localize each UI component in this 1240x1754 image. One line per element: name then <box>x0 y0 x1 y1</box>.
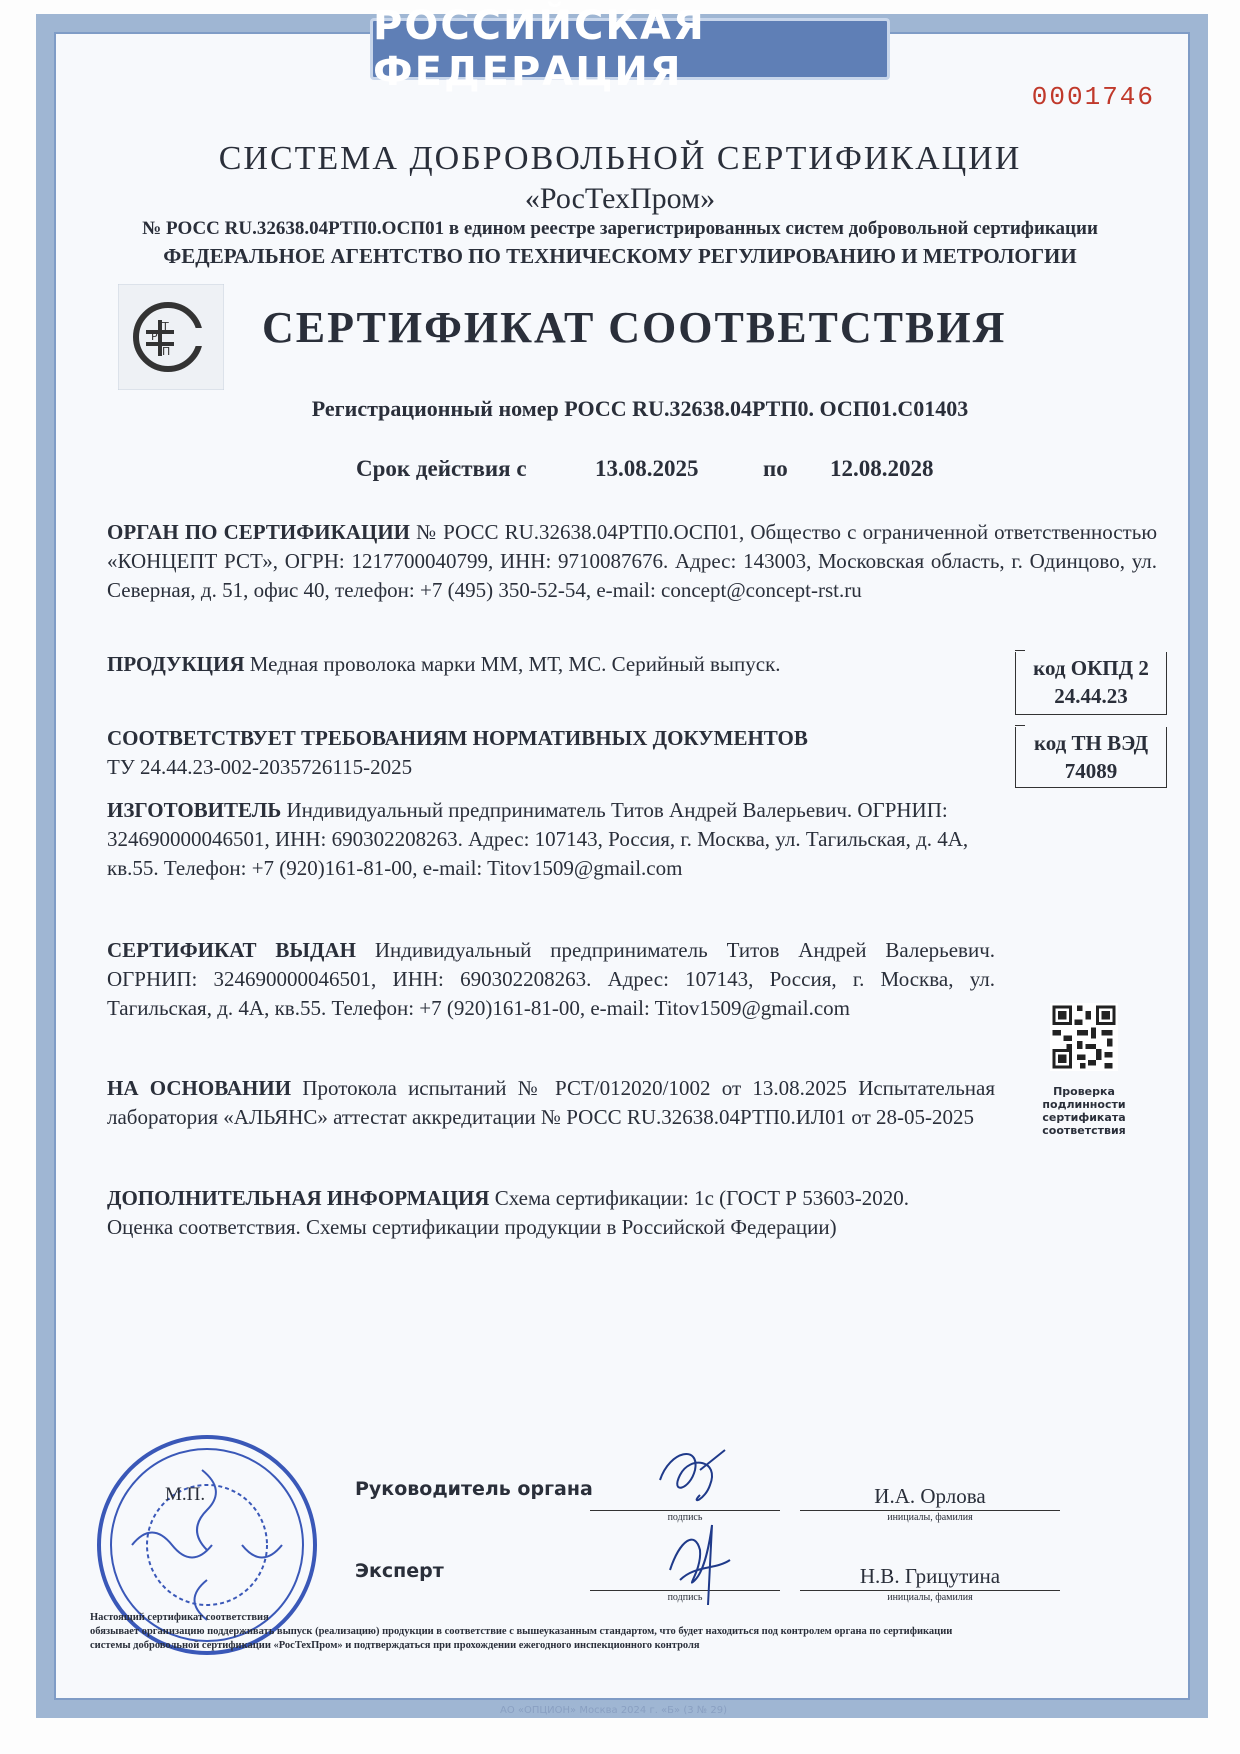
svg-text:П: П <box>162 345 171 358</box>
additional-info-text: Схема сертификации: 1с (ГОСТ Р 53603-2020. Оценка соответствия. Схемы сертификации продукции в Российской Федерации) <box>107 1186 909 1239</box>
expert-name-line <box>800 1590 1060 1591</box>
system-name: «РосТехПром» <box>524 182 716 215</box>
basis-section <box>107 1074 995 1132</box>
qr-code-icon[interactable] <box>1050 1003 1118 1071</box>
okpd-value: 24.44.23 <box>1054 684 1128 708</box>
tnved-code-box <box>1015 727 1167 788</box>
head-signature <box>640 1440 750 1520</box>
conformity-label: СООТВЕТСТВУЕТ ТРЕБОВАНИЯМ НОРМАТИВНЫХ ДОКУМЕНТОВ <box>107 726 808 750</box>
validity-to-label: по <box>763 456 788 481</box>
expert-signature <box>640 1520 750 1610</box>
footer-line-2: обязывает организацию поддерживать выпуск (реализацию) продукции в соответствие с вышеуказанным стандартом, что будет находиться под контролем органа по сертификации <box>90 1626 953 1637</box>
expert-label: Эксперт <box>355 1560 444 1582</box>
issued-to-section <box>107 936 995 1023</box>
rtp-certification-logo-icon <box>118 284 224 390</box>
valid-to: 12.08.2028 <box>830 456 934 481</box>
footer-line-3: системы добровольной сертификации «РосТехПром» и подтверждаться при прохождении ежегодного инспекционного контроля <box>90 1640 700 1651</box>
svg-text:Т: Т <box>162 320 169 333</box>
agency-name: ФЕДЕРАЛЬНОЕ АГЕНТСТВО ПО ТЕХНИЧЕСКОМУ РЕГУЛИРОВАНИЮ И МЕТРОЛОГИИ <box>163 244 1077 268</box>
registration-number: РОСС RU.32638.04РТП0. ОСП01.С01403 <box>564 396 969 421</box>
registration-line <box>140 396 1140 422</box>
okpd-code-box <box>1015 652 1167 715</box>
basis-label: НА ОСНОВАНИИ <box>107 1076 292 1100</box>
qr-caption: Проверка подлинности сертификата соответствия <box>1042 1085 1126 1137</box>
issued-to-label: СЕРТИФИКАТ ВЫДАН <box>107 938 356 962</box>
registration-label: Регистрационный номер <box>311 396 559 421</box>
manufacturer-label: ИЗГОТОВИТЕЛЬ <box>107 798 282 822</box>
mp-mark: М.П. <box>165 1484 206 1505</box>
product-section <box>107 650 987 679</box>
footer-line-1: Настоящий сертификат соответствия <box>90 1612 269 1623</box>
okpd-box-corner <box>1015 650 1025 651</box>
svg-text:Р: Р <box>151 330 158 343</box>
tnved-label: код ТН ВЭД <box>1033 731 1149 755</box>
certification-body-label: ОРГАН ПО СЕРТИФИКАЦИИ <box>107 520 410 544</box>
conformity-section <box>107 724 987 782</box>
product-label: ПРОДУКЦИЯ <box>107 652 245 676</box>
expert-name-caption: инициалы, фамилия <box>887 1592 973 1603</box>
additional-info-section <box>107 1184 947 1242</box>
expert-signature-caption: подпись <box>667 1592 703 1603</box>
serial-number: 0001746 <box>1031 82 1155 112</box>
okpd-label: код ОКПД 2 <box>1033 656 1149 680</box>
conformity-text: ТУ 24.44.23-002-2035726115-2025 <box>107 755 413 779</box>
validity-label: Срок действия с <box>356 456 527 481</box>
certificate-title: СЕРТИФИКАТ СООТВЕТСТВИЯ <box>262 303 1007 352</box>
printer-mark: АО «ОПЦИОН» Москва 2024 г. «Б» (3 № 29) <box>500 1705 727 1716</box>
additional-info-label: ДОПОЛНИТЕЛЬНАЯ ИНФОРМАЦИЯ <box>107 1186 490 1210</box>
tnved-value: 74089 <box>1064 759 1118 783</box>
head-signature-caption: подпись <box>667 1512 703 1523</box>
system-registration: № РОСС RU.32638.04РТП0.ОСП01 в едином реестре зарегистрированных систем добровольной сертификации <box>142 218 1098 239</box>
certification-body-text: № РОСС RU.32638.04РТП0.ОСП01, Общество с ограниченной ответственностью «КОНЦЕПТ РСТ», ОГРН: 1217700040799, ИНН: 9710087676. Адрес: 143003, Московская область, г. Одинцово, ул. Северная, д. 51, офис 40, телефон: +7 (495) 350-52-54, e-mail: concept@concept-rst.ru <box>107 520 1158 602</box>
manufacturer-text: Индивидуальный предприниматель Титов Андрей Валерьевич. ОГРНИП: 324690000046501, ИНН: 690302208263. Адрес: 107143, Россия, г. Москва, ул. Тагильская, д. 4А, кв.55. Телефон: +7 (920)161-81-00, e-mail: Titov1509@gmail.com <box>107 798 969 880</box>
head-name: И.А. Орлова <box>874 1484 986 1508</box>
country-banner: РОССИЙСКАЯ ФЕДЕРАЦИЯ <box>370 18 890 80</box>
system-title: СИСТЕМА ДОБРОВОЛЬНОЙ СЕРТИФИКАЦИИ <box>218 140 1022 177</box>
head-name-line <box>800 1510 1060 1511</box>
expert-name: Н.В. Грицутина <box>859 1564 1001 1588</box>
product-text: Медная проволока марки ММ, МТ, МС. Серийный выпуск. <box>249 652 781 676</box>
head-label: Руководитель органа <box>355 1478 593 1500</box>
certification-body-section <box>107 518 1157 605</box>
head-name-caption: инициалы, фамилия <box>887 1512 973 1523</box>
issued-to-text: Индивидуальный предприниматель Титов Андрей Валерьевич. ОГРНИП: 324690000046501, ИНН: 690302208263. Адрес: 107143, Россия, г. Москва, ул. Тагильская, д. 4А, кв.55. Телефон: +7 (920)161-81-00, e-mail: Titov1509@gmail.com <box>107 938 996 1020</box>
tnved-box-corner <box>1015 725 1025 726</box>
valid-from: 13.08.2025 <box>595 456 699 481</box>
manufacturer-section <box>107 796 1007 883</box>
basis-text: Протокола испытаний № РСТ/012020/1002 от 13.08.2025 Испытательная лаборатория «АЛЬЯНС» аттестат аккредитации № РОСС RU.32638.04РТП0.ИЛ01 от 28-05-2025 <box>107 1076 996 1129</box>
